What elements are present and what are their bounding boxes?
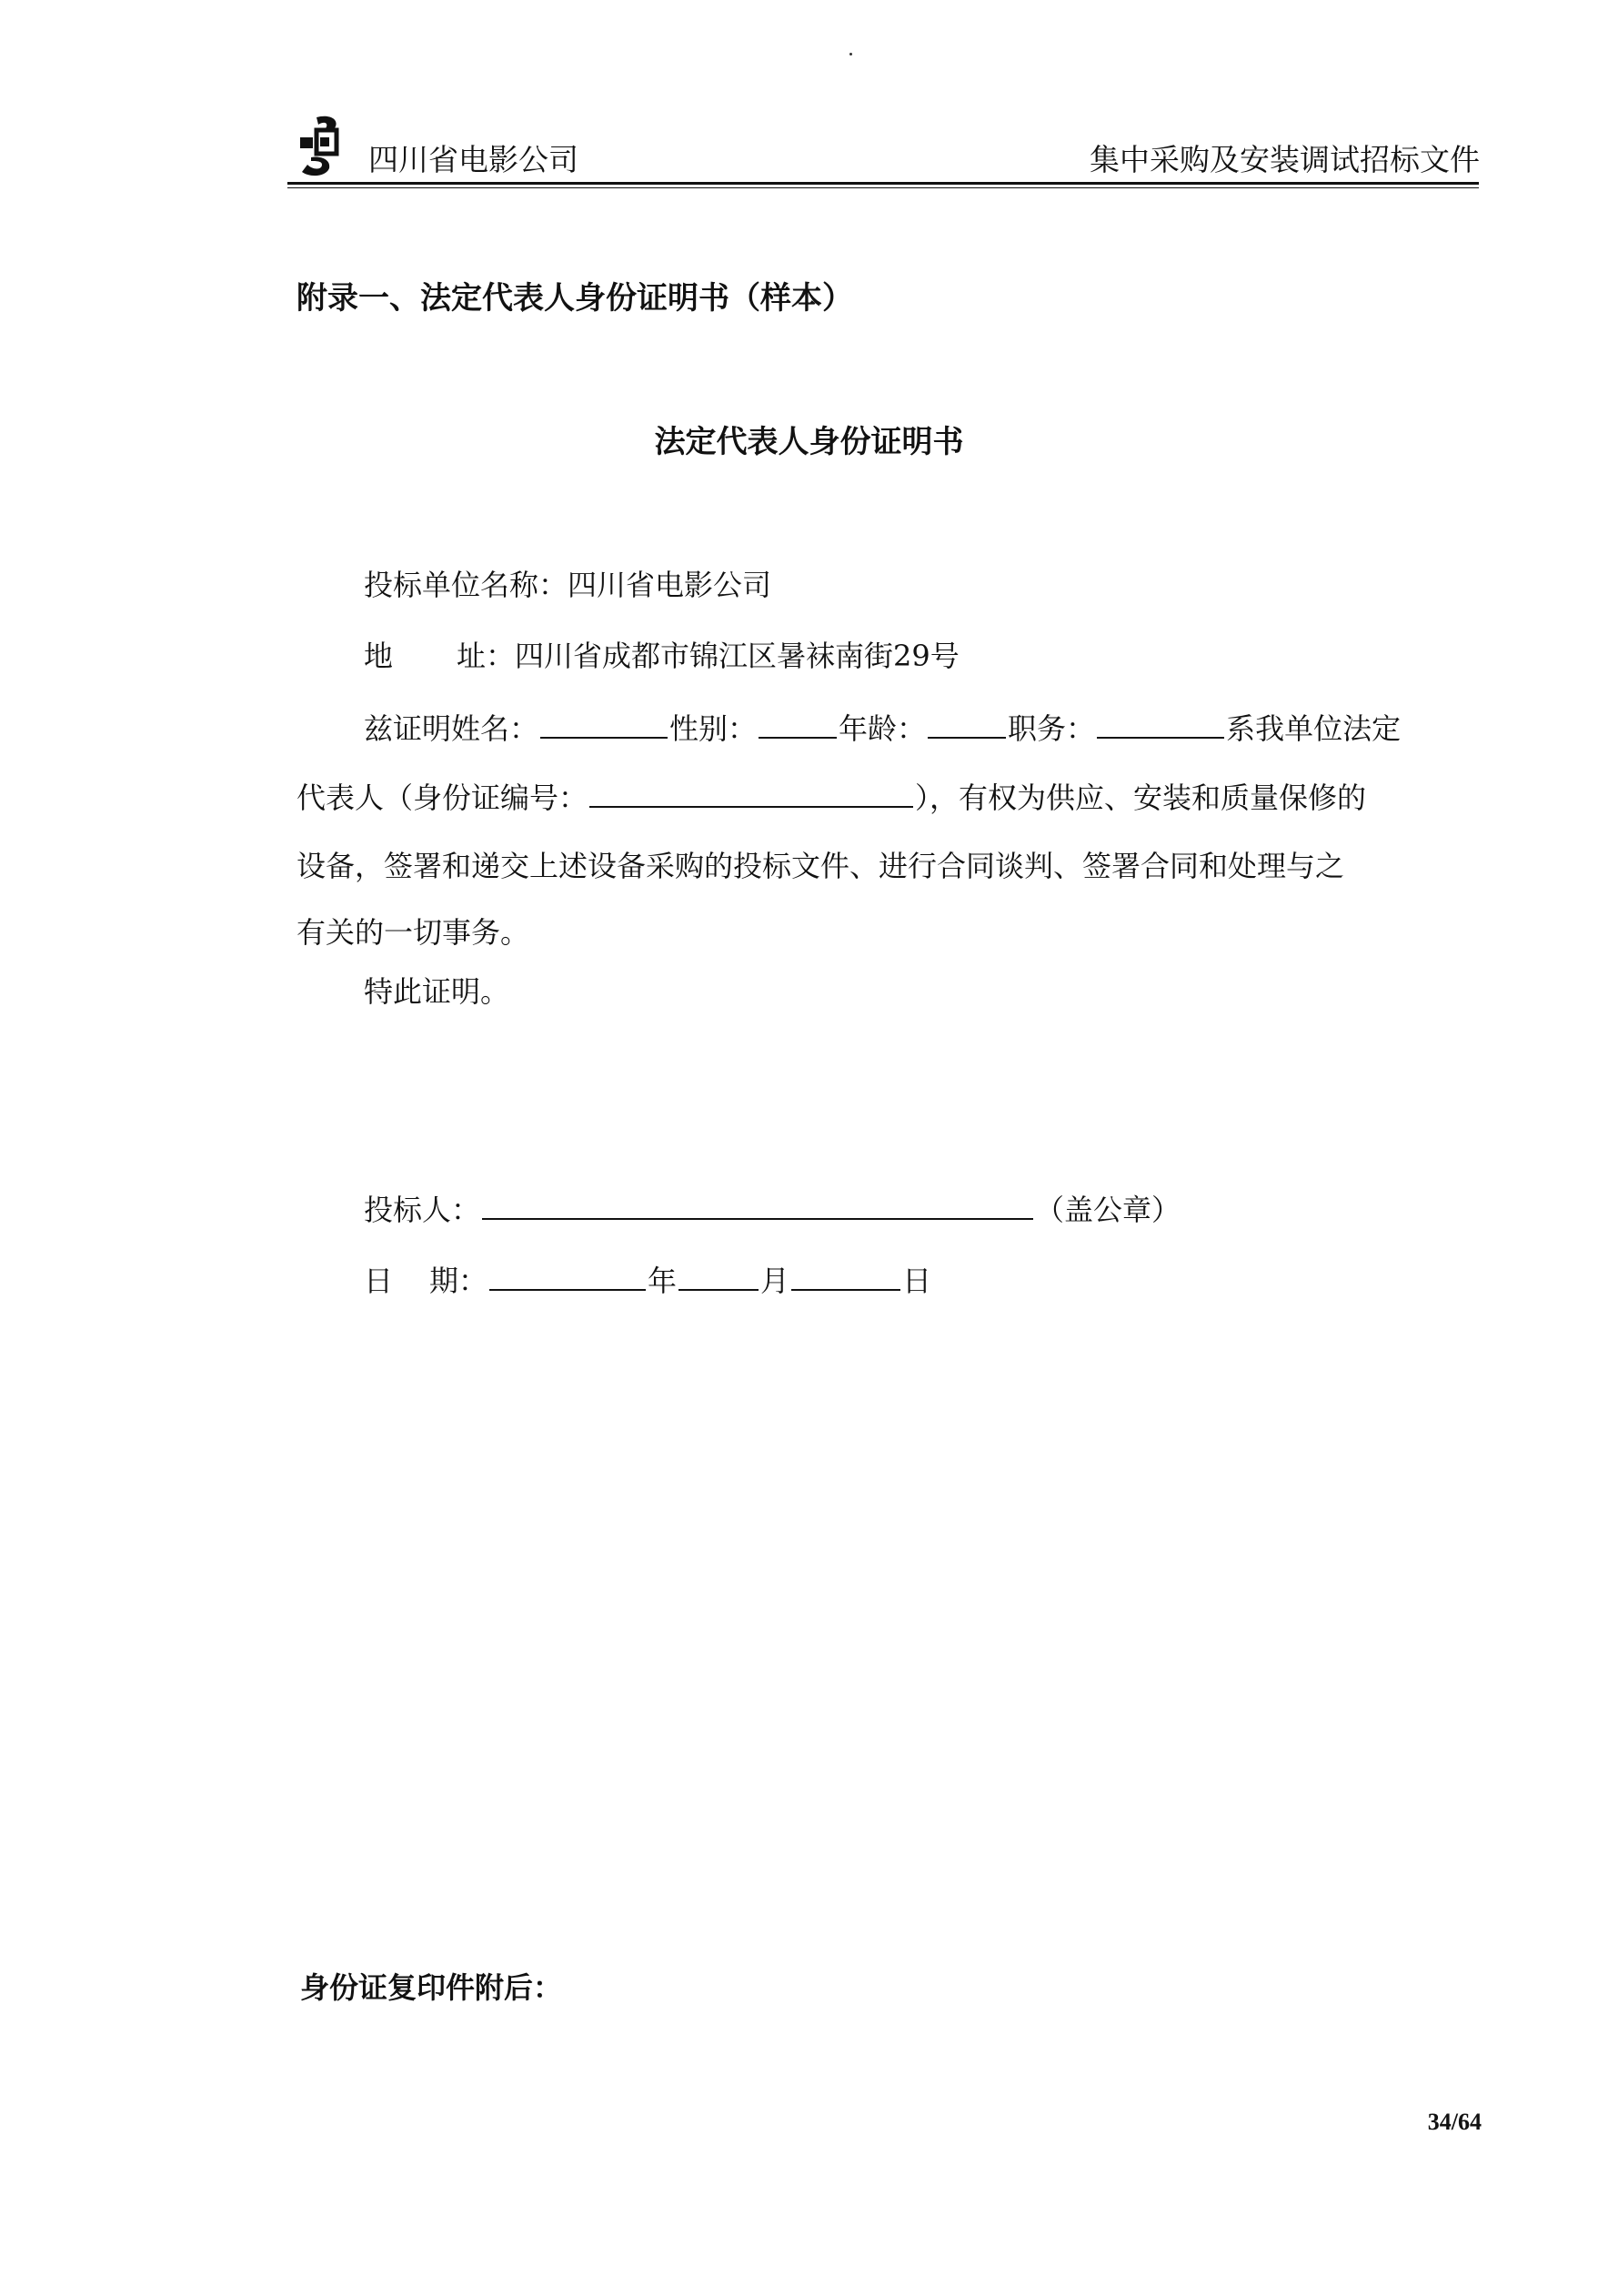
title-blank[interactable]	[1097, 710, 1224, 739]
scan-speck	[849, 53, 852, 55]
month-blank[interactable]	[678, 1262, 759, 1291]
address-label-2: 址：	[457, 639, 516, 673]
special-statement: 特此证明。	[364, 974, 510, 1009]
header-rule-thin	[287, 187, 1479, 188]
gender-label: 性别：	[669, 711, 758, 746]
name-label: 兹证明姓名：	[364, 711, 539, 746]
bidder-label: 投标人：	[364, 1193, 481, 1227]
certificate-line-3: 设备，签署和递交上述设备采购的投标文件、进行合同谈判、签署合同和处理与之	[296, 849, 1345, 883]
certificate-line-4: 有关的一切事务。	[296, 915, 530, 950]
header-document-title: 集中采购及安装调试招标文件	[1090, 142, 1480, 177]
bidder-signature-line	[364, 1187, 1181, 1229]
gender-blank[interactable]	[759, 710, 837, 739]
day-label: 日	[902, 1264, 932, 1298]
title-label: 职务：	[1008, 711, 1096, 746]
date-label-1: 日	[364, 1264, 394, 1298]
bidder-unit-label: 投标单位名称：	[364, 568, 568, 602]
date-label-2: 期：	[429, 1264, 488, 1298]
page-number: 34/64	[1427, 2109, 1482, 2135]
appendix-heading: 附录一、法定代表人身份证明书（样本）	[296, 280, 853, 317]
id-copy-note: 身份证复印件附后：	[300, 1970, 563, 2005]
age-label: 年龄：	[839, 711, 927, 746]
bidder-unit-line	[364, 562, 771, 604]
age-blank[interactable]	[928, 710, 1006, 739]
seal-note: （盖公章）	[1035, 1193, 1181, 1227]
id-number-blank[interactable]	[589, 779, 913, 808]
month-label: 月	[760, 1264, 790, 1298]
year-label: 年	[648, 1264, 678, 1298]
header-company: 四川省电影公司	[368, 142, 578, 177]
certificate-line-2	[296, 775, 1366, 817]
id-prefix: 代表人（身份证编号：	[296, 780, 588, 815]
id-suffix: ），有权为供应、安装和质量保修的	[915, 780, 1367, 815]
certificate-line-1	[364, 706, 1401, 748]
address-value: 四川省成都市锦江区暑袜南街29号	[515, 639, 960, 673]
address-label-1: 地	[364, 639, 394, 673]
day-blank[interactable]	[791, 1262, 900, 1291]
date-line	[364, 1258, 931, 1300]
name-blank[interactable]	[540, 710, 668, 739]
address-line	[364, 633, 960, 675]
sichuan-film-logo-icon	[289, 114, 355, 179]
bidder-blank[interactable]	[482, 1191, 1033, 1220]
document-title: 法定代表人身份证明书	[654, 424, 964, 460]
header-rule	[287, 182, 1479, 185]
bidder-unit-value: 四川省电影公司	[568, 568, 772, 602]
line1-tail: 系我单位法定	[1226, 711, 1402, 746]
year-blank[interactable]	[489, 1262, 646, 1291]
